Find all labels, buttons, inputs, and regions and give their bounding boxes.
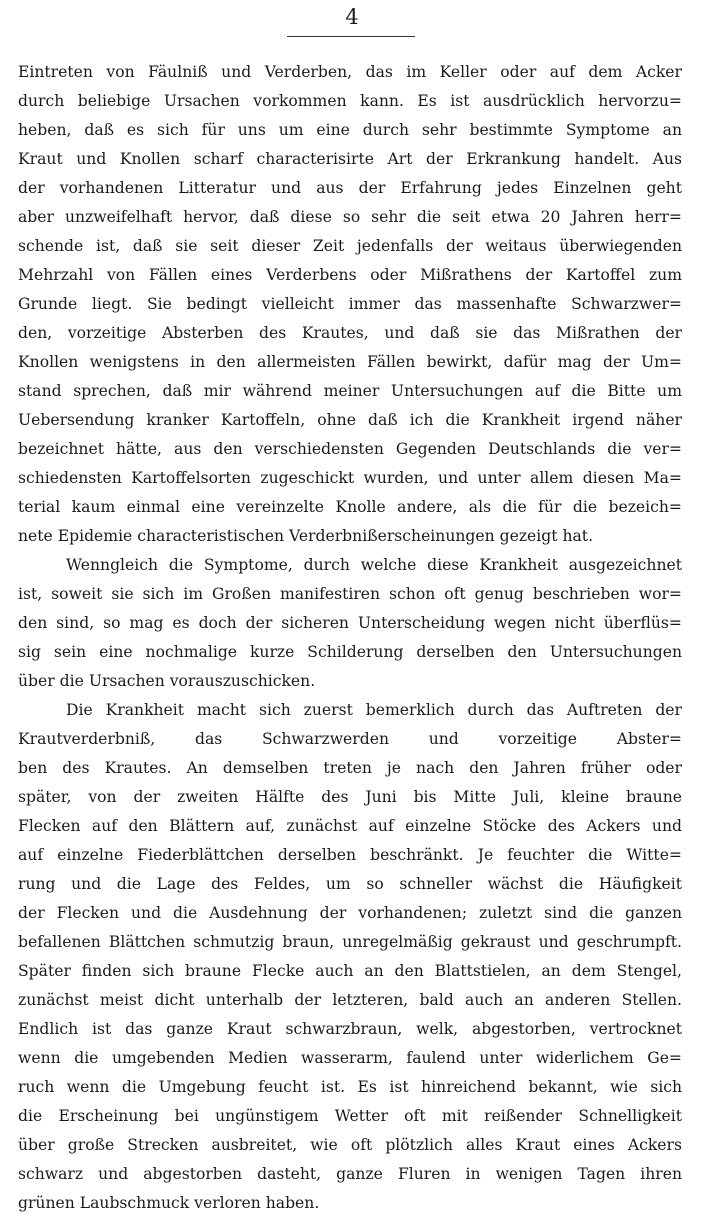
text-line: ben des Krautes. An demselben treten je nach den Jahren früher oder: [18, 759, 682, 777]
text-line: heben, daß es sich für uns um eine durch sehr bestimmte Symptome an: [18, 121, 682, 139]
text-line: Knollen wenigstens in den allermeisten Fällen bewirkt, dafür mag der Um=: [18, 353, 682, 371]
text-line: die Erscheinung bei ungünstigem Wetter oft mit reißender Schnelligkeit: [18, 1107, 682, 1125]
text-line: Eintreten von Fäulniß und Verderben, das im Keller oder auf dem Acker: [18, 63, 682, 81]
text-line: stand sprechen, daß mir während meiner Untersuchungen auf die Bitte um: [18, 382, 682, 400]
text-line: Krautverderbniß, das Schwarzwerden und vorzeitige Abster=: [18, 730, 682, 748]
text-line: bezeichnet hätte, aus den verschiedensten Gegenden Deutschlands die ver=: [18, 440, 682, 458]
header-rule: [287, 36, 415, 37]
body-text: [18, 58, 682, 1218]
text-line: ist, soweit sie sich im Großen manifestiren schon oft genug beschrieben wor=: [18, 585, 682, 603]
text-line: zunächst meist dicht unterhalb der letzteren, bald auch an anderen Stellen.: [18, 991, 682, 1009]
text-line: über die Ursachen vorauszuschicken.: [18, 672, 316, 690]
text-line: sig sein eine nochmalige kurze Schilderung derselben den Untersuchungen: [18, 643, 682, 661]
text-line: aber unzweifelhaft hervor, daß diese so sehr die seit etwa 20 Jahren herr=: [18, 208, 682, 226]
text-line: Die Krankheit macht sich zuerst bemerklich durch das Auftreten der: [66, 701, 682, 719]
text-line: schwarz und abgestorben dasteht, ganze Fluren in wenigen Tagen ihren: [18, 1165, 682, 1183]
text-line: schiedensten Kartoffelsorten zugeschickt wurden, und unter allem diesen Ma=: [18, 469, 682, 487]
text-line: über große Strecken ausbreitet, wie oft plötzlich alles Kraut eines Ackers: [18, 1136, 682, 1154]
text-line: terial kaum einmal eine vereinzelte Knolle andere, als die für die bezeich=: [18, 498, 682, 516]
text-line: schende ist, daß sie seit dieser Zeit jedenfalls der weitaus überwiegenden: [18, 237, 682, 255]
text-line: Uebersendung kranker Kartoffeln, ohne daß ich die Krankheit irgend näher: [18, 411, 682, 429]
text-line: wenn die umgebenden Medien wasserarm, faulend unter widerlichem Ge=: [18, 1049, 682, 1067]
text-line: den sind, so mag es doch der sicheren Unterscheidung wegen nicht überflüs=: [18, 614, 682, 632]
text-line: befallenen Blättchen schmutzig braun, unregelmäßig gekraust und geschrumpft.: [18, 933, 682, 951]
text-line: durch beliebige Ursachen vorkommen kann. Es ist ausdrücklich hervorzu=: [18, 92, 682, 110]
text-line: der vorhandenen Litteratur und aus der Erfahrung jedes Einzelnen geht: [18, 179, 682, 197]
text-line: den, vorzeitige Absterben des Krautes, und daß sie das Mißrathen der: [18, 324, 682, 342]
page-number: 4: [345, 5, 359, 29]
text-line: Endlich ist das ganze Kraut schwarzbraun, welk, abgestorben, vertrocknet: [18, 1020, 682, 1038]
text-line: Wenngleich die Symptome, durch welche diese Krankheit ausgezeichnet: [66, 556, 682, 574]
text-line: Kraut und Knollen scharf characterisirte Art der Erkrankung handelt. Aus: [18, 150, 682, 168]
text-line: ruch wenn die Umgebung feucht ist. Es ist hinreichend bekannt, wie sich: [18, 1078, 682, 1096]
text-line: Flecken auf den Blättern auf, zunächst auf einzelne Stöcke des Ackers und: [18, 817, 682, 835]
text-line: der Flecken und die Ausdehnung der vorhandenen; zuletzt sind die ganzen: [18, 904, 682, 922]
text-line: Mehrzahl von Fällen eines Verderbens oder Mißrathens der Kartoffel zum: [18, 266, 682, 284]
text-line: grünen Laubschmuck verloren haben.: [18, 1194, 320, 1212]
text-line: nete Epidemie characteristischen Verderbnißerscheinungen gezeigt hat.: [18, 527, 594, 545]
text-line: Grunde liegt. Sie bedingt vielleicht immer das massenhafte Schwarzwer=: [18, 295, 682, 313]
text-line: auf einzelne Fiederblättchen derselben beschränkt. Je feuchter die Witte=: [18, 846, 682, 864]
text-line: Später finden sich braune Flecke auch an den Blattstielen, an dem Stengel,: [18, 962, 682, 980]
text-line: später, von der zweiten Hälfte des Juni bis Mitte Juli, kleine braune: [18, 788, 682, 806]
text-line: rung und die Lage des Feldes, um so schneller wächst die Häufigkeit: [18, 875, 682, 893]
